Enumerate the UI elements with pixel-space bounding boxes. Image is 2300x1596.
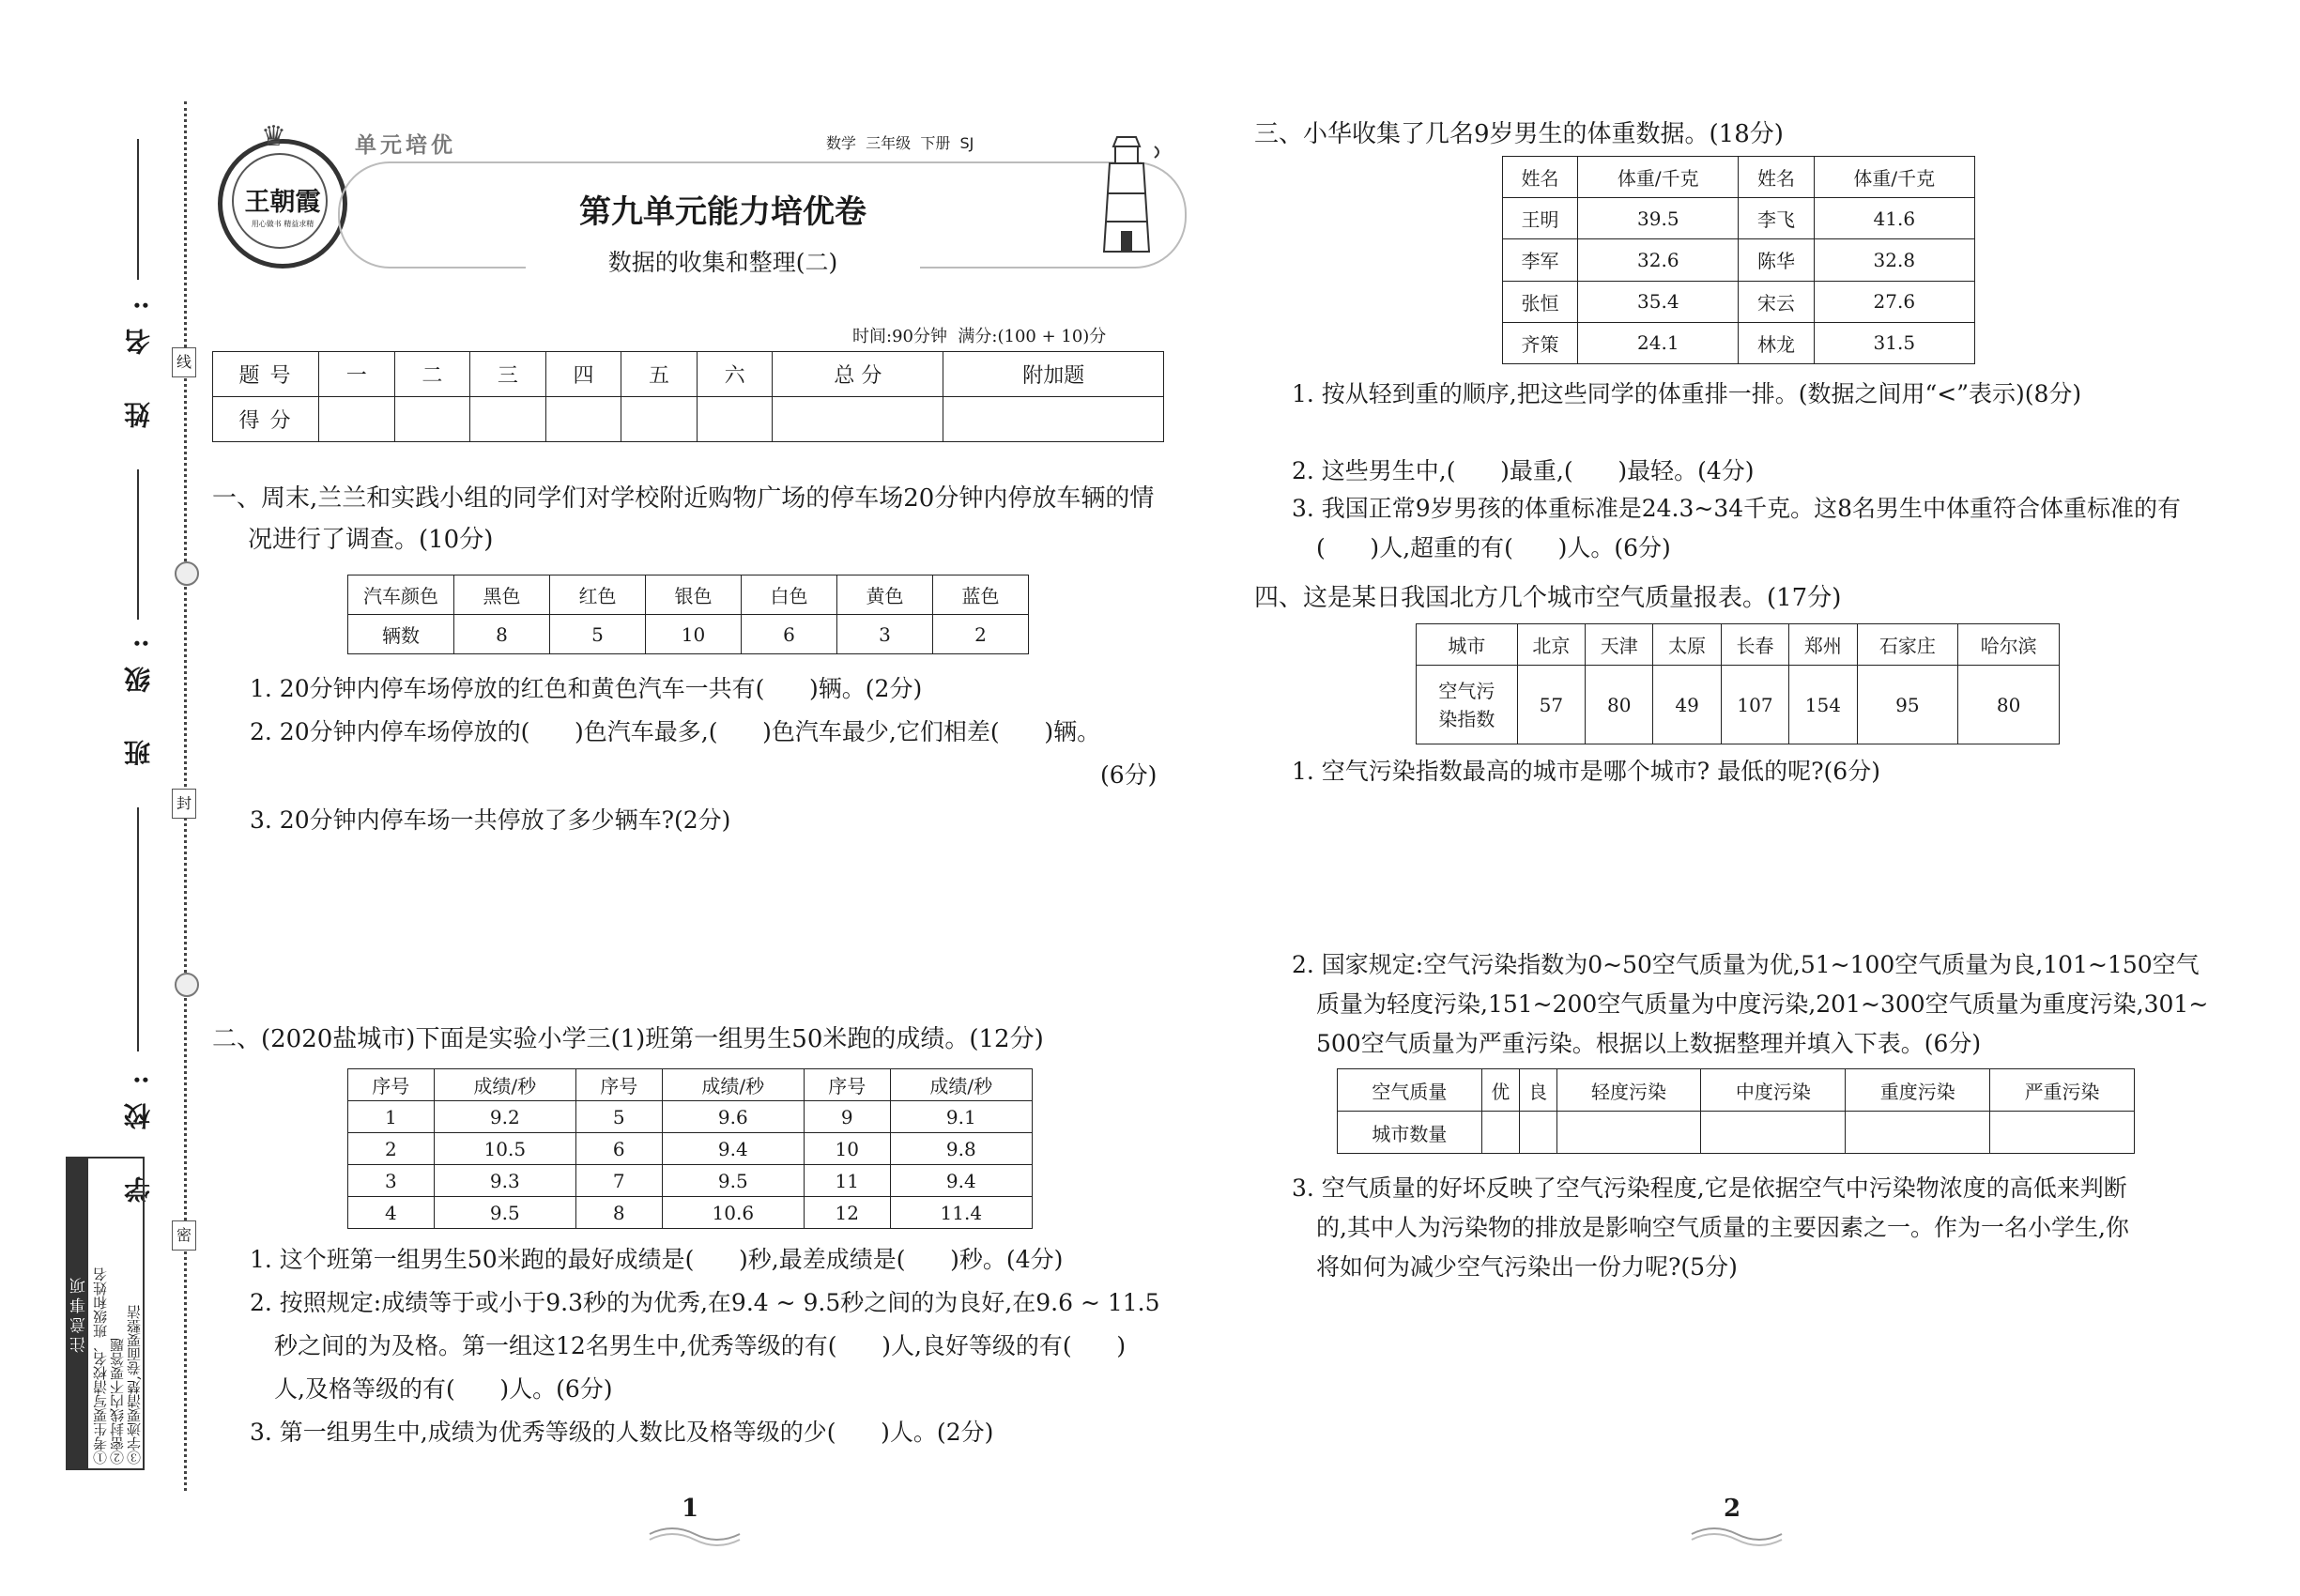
school-label: 学 校: (123, 1056, 154, 1204)
q2-cell: 9.8 (890, 1133, 1032, 1165)
q2-cell: 6 (575, 1133, 662, 1165)
q4-t2-header: 空气质量 (1338, 1069, 1482, 1112)
q1-cell: 5 (550, 615, 646, 654)
q1-header: 黄色 (837, 575, 933, 615)
q2-cell: 8 (575, 1197, 662, 1229)
q4-air-table (1416, 623, 2060, 744)
q2-cell: 9.5 (662, 1165, 804, 1197)
seal-char-1: 线 (172, 347, 196, 377)
score-table (212, 351, 1164, 442)
series-label: 单元培优 (355, 133, 456, 158)
q4-row-label (1417, 666, 1518, 744)
q4-t2-answer-cell[interactable] (1519, 1112, 1556, 1154)
q3-sub1: 1. 按从轻到重的顺序,把这些同学的体重排一排。(数据之间用“<”表示)(8分) (1292, 380, 2082, 407)
q2-cell: 4 (348, 1197, 435, 1229)
score-cell[interactable] (773, 397, 943, 442)
q2-cell: 9.3 (434, 1165, 575, 1197)
q1-header: 蓝色 (933, 575, 1029, 615)
q4-header: 郑州 (1789, 624, 1857, 666)
q1-car-table (347, 575, 1029, 654)
q4-sub3-line3: 将如何为减少空气污染出一份力呢?(5分) (1316, 1253, 1738, 1281)
q2-sub1: 1. 这个班第一组男生50米跑的最好成绩是( )秒,最差成绩是( )秒。(4分) (250, 1246, 1064, 1273)
binding-hole-icon (175, 561, 199, 586)
name-line (137, 139, 139, 280)
q2-cell: 1 (348, 1101, 435, 1133)
q4-sub2-line2: 质量为轻度污染,151~200空气质量为中度污染,201~300空气质量为重度污染,301~ (1316, 990, 2209, 1018)
q2-cell: 9.4 (890, 1165, 1032, 1197)
q3-cell: 齐策 (1503, 322, 1578, 363)
q3-cell: 31.5 (1814, 322, 1974, 363)
q2-cell: 12 (804, 1197, 890, 1229)
notice-item-3: ③字迹要清楚,卷面要整洁 (126, 1305, 143, 1465)
q1-header: 红色 (550, 575, 646, 615)
q4-t2-answer-cell[interactable] (1990, 1112, 2135, 1154)
q1-cell: 2 (933, 615, 1029, 654)
q1-sub2-score: (6分) (1100, 761, 1158, 789)
q1-cell: 8 (454, 615, 550, 654)
q3-sub3-line1: 3. 我国正常9岁男孩的体重标准是24.3~34千克。这8名男生中体重符合体重标准的有 (1292, 495, 2182, 522)
q3-cell: 32.6 (1578, 239, 1739, 281)
q1-row-label: 辆数 (348, 615, 454, 654)
notice-item-1: ①考生要写清校名、班级和姓名 (92, 1267, 109, 1465)
q3-header: 姓名 (1503, 157, 1578, 198)
q2-cell: 3 (348, 1165, 435, 1197)
seal-char-3: 密 (172, 1220, 196, 1251)
q2-cell: 10.6 (662, 1197, 804, 1229)
score-header: 一 (319, 352, 395, 397)
q3-cell: 27.6 (1814, 281, 1974, 322)
q2-header: 序号 (575, 1069, 662, 1101)
q4-t2-header: 重度污染 (1846, 1069, 1990, 1112)
notice-item-2: ②密封线内不要答题 (109, 1338, 126, 1465)
score-cell[interactable] (621, 397, 698, 442)
q4-header: 城市 (1417, 624, 1518, 666)
class-label: 班 级: (123, 620, 154, 767)
q4-intro: 四、这是某日我国北方几个城市空气质量报表。(17分) (1254, 584, 1842, 612)
school-line (137, 807, 139, 1051)
q3-cell: 宋云 (1739, 281, 1814, 322)
q1-cell: 10 (646, 615, 742, 654)
q4-header: 天津 (1586, 624, 1653, 666)
q3-cell: 王明 (1503, 198, 1578, 239)
q2-cell: 9.6 (662, 1101, 804, 1133)
q4-header: 太原 (1653, 624, 1721, 666)
q1-intro-line2: 况进行了调查。(10分) (248, 526, 494, 554)
q3-cell: 李军 (1503, 239, 1578, 281)
q4-header: 长春 (1721, 624, 1788, 666)
score-header: 二 (394, 352, 470, 397)
class-line (137, 469, 139, 620)
q4-sub3-line1: 3. 空气质量的好坏反映了空气污染程度,它是依据空气中污染物浓度的高低来判断 (1292, 1174, 2127, 1202)
q4-sub1: 1. 空气污染指数最高的城市是哪个城市? 最低的呢?(6分) (1292, 758, 1880, 785)
q4-cell: 49 (1653, 666, 1721, 744)
q3-header: 姓名 (1739, 157, 1814, 198)
q1-header: 银色 (646, 575, 742, 615)
q3-header: 体重/千克 (1814, 157, 1974, 198)
q4-cell: 57 (1517, 666, 1585, 744)
q2-cell: 5 (575, 1101, 662, 1133)
q4-t2-header: 优 (1481, 1069, 1519, 1112)
q2-cell: 9.2 (434, 1101, 575, 1133)
q1-sub3: 3. 20分钟内停车场一共停放了多少辆车?(2分) (250, 806, 731, 834)
q3-intro: 三、小华收集了几名9岁男生的体重数据。(18分) (1254, 120, 1784, 148)
page-number-right: 2 (1724, 1495, 1741, 1523)
q4-t2-answer-cell[interactable] (1556, 1112, 1701, 1154)
score-header: 五 (621, 352, 698, 397)
q2-cell: 9.1 (890, 1101, 1032, 1133)
q2-sub2-line1: 2. 按照规定:成绩等于或小于9.3秒的为优秀,在9.4 ~ 9.5秒之间的为良好,在9.6 ~ 11.5 (250, 1289, 1160, 1316)
q4-row-label-line2: 染指数 (1438, 707, 1495, 730)
q1-header: 汽车颜色 (348, 575, 454, 615)
q4-header: 石家庄 (1857, 624, 1958, 666)
q1-intro-line1: 一、周末,兰兰和实践小组的同学们对学校附近购物广场的停车场20分钟内停放车辆的情 (212, 484, 1155, 513)
q1-sub1: 1. 20分钟内停车场停放的红色和黄色汽车一共有( )辆。(2分) (250, 675, 923, 702)
q4-t2-answer-cell[interactable] (1481, 1112, 1519, 1154)
q2-sub3: 3. 第一组男生中,成绩为优秀等级的人数比及格等级的少( )人。(2分) (250, 1419, 994, 1446)
q2-header: 序号 (804, 1069, 890, 1101)
exam-time-info: 时间:90分钟 满分:(100 + 10)分 (852, 327, 1107, 346)
q4-sub3-line2: 的,其中人为污染物的排放是影响空气质量的主要因素之一。作为一名小学生,你 (1316, 1214, 2129, 1241)
q2-cell: 9.4 (662, 1133, 804, 1165)
q4-header: 北京 (1517, 624, 1585, 666)
q1-header: 黑色 (454, 575, 550, 615)
q2-intro: 二、(2020盐城市)下面是实验小学三(1)班第一组男生50米跑的成绩。(12分) (212, 1025, 1044, 1053)
q2-cell: 7 (575, 1165, 662, 1197)
score-header: 四 (545, 352, 621, 397)
q2-sub2-line3: 人,及格等级的有( )人。(6分) (274, 1375, 613, 1403)
q3-cell: 张恒 (1503, 281, 1578, 322)
q2-run-table (347, 1068, 1033, 1229)
seal-char-2: 封 (172, 789, 196, 819)
q2-cell: 10.5 (434, 1133, 575, 1165)
q3-weight-table (1502, 156, 1975, 364)
score-cell[interactable] (319, 397, 395, 442)
q4-cell: 107 (1721, 666, 1788, 744)
q3-cell: 41.6 (1814, 198, 1974, 239)
q4-t2-row-label: 城市数量 (1338, 1112, 1482, 1154)
brand-logo (218, 139, 347, 269)
brand-slogan: 用心做书 精益求精 (251, 220, 314, 228)
score-cell[interactable] (470, 397, 546, 442)
notice-box (66, 1157, 145, 1470)
q4-sub2-line1: 2. 国家规定:空气污染指数为0~50空气质量为优,51~100空气质量为良,101~150空气 (1292, 951, 2200, 978)
score-cell[interactable] (697, 397, 773, 442)
q2-cell: 9.5 (434, 1197, 575, 1229)
notice-title: 注意事项 (68, 1159, 88, 1468)
q2-cell: 10 (804, 1133, 890, 1165)
q4-cell: 80 (1958, 666, 2060, 744)
score-row-label: 得 分 (213, 397, 319, 442)
score-header: 三 (470, 352, 546, 397)
q3-cell: 32.8 (1814, 239, 1974, 281)
page-number-left: 1 (682, 1495, 699, 1523)
q3-cell: 林龙 (1739, 322, 1814, 363)
q1-cell: 6 (742, 615, 837, 654)
q4-header: 哈尔滨 (1958, 624, 2060, 666)
q2-header: 成绩/秒 (434, 1069, 575, 1101)
page-title: 第九单元能力培优卷 (579, 193, 866, 231)
q4-t2-header: 良 (1519, 1069, 1556, 1112)
q3-cell: 35.4 (1578, 281, 1739, 322)
q3-cell: 陈华 (1739, 239, 1814, 281)
q3-sub2: 2. 这些男生中,( )最重,( )最轻。(4分) (1292, 457, 1755, 484)
q1-cell: 3 (837, 615, 933, 654)
q4-sub2-line3: 500空气质量为严重污染。根据以上数据整理并填入下表。(6分) (1316, 1030, 1982, 1057)
score-cell[interactable] (545, 397, 621, 442)
q1-sub2: 2. 20分钟内停车场停放的( )色汽车最多,( )色汽车最少,它们相差( )辆。 (250, 718, 1101, 745)
grade-meta: 数学 三年级 下册 SJ (826, 134, 974, 152)
score-header: 六 (697, 352, 773, 397)
q4-cell: 95 (1857, 666, 1958, 744)
q2-sub2-line2: 秒之间的为及格。第一组这12名男生中,优秀等级的有( )人,良好等级的有( ) (274, 1332, 1127, 1359)
q4-row-label-line1: 空气污 (1438, 679, 1495, 702)
brand-name: 王朝霞 (244, 188, 321, 217)
q3-header: 体重/千克 (1578, 157, 1739, 198)
score-header: 题 号 (213, 352, 319, 397)
name-label: 姓 名: (123, 282, 154, 429)
q3-cell: 24.1 (1578, 322, 1739, 363)
q2-cell: 2 (348, 1133, 435, 1165)
page-subtitle: 数据的收集和整理(二) (526, 242, 920, 284)
score-cell[interactable] (943, 397, 1164, 442)
q1-header: 白色 (742, 575, 837, 615)
q2-cell: 11.4 (890, 1197, 1032, 1229)
q4-t2-header: 严重污染 (1990, 1069, 2135, 1112)
score-header: 附加题 (943, 352, 1164, 397)
q2-header: 序号 (348, 1069, 435, 1101)
binding-hole-icon (175, 973, 199, 997)
q4-t2-answer-cell[interactable] (1701, 1112, 1846, 1154)
q3-sub3-line2: ( )人,超重的有( )人。(6分) (1316, 534, 1671, 561)
q3-cell: 李飞 (1739, 198, 1814, 239)
page-ornament-icon (648, 1523, 742, 1545)
crown-icon: ♛ (261, 120, 286, 153)
q3-cell: 39.5 (1578, 198, 1739, 239)
score-header: 总 分 (773, 352, 943, 397)
q4-cell: 80 (1586, 666, 1653, 744)
q4-t2-header: 轻度污染 (1556, 1069, 1701, 1112)
q2-cell: 11 (804, 1165, 890, 1197)
lighthouse-icon (1080, 128, 1173, 259)
q2-header: 成绩/秒 (890, 1069, 1032, 1101)
page-ornament-icon (1690, 1523, 1784, 1545)
q4-cell: 154 (1789, 666, 1857, 744)
q4-t2-header: 中度污染 (1701, 1069, 1846, 1112)
q4-t2-answer-cell[interactable] (1846, 1112, 1990, 1154)
q2-header: 成绩/秒 (662, 1069, 804, 1101)
score-cell[interactable] (394, 397, 470, 442)
q4-quality-table (1337, 1068, 2135, 1154)
q2-cell: 9 (804, 1101, 890, 1133)
